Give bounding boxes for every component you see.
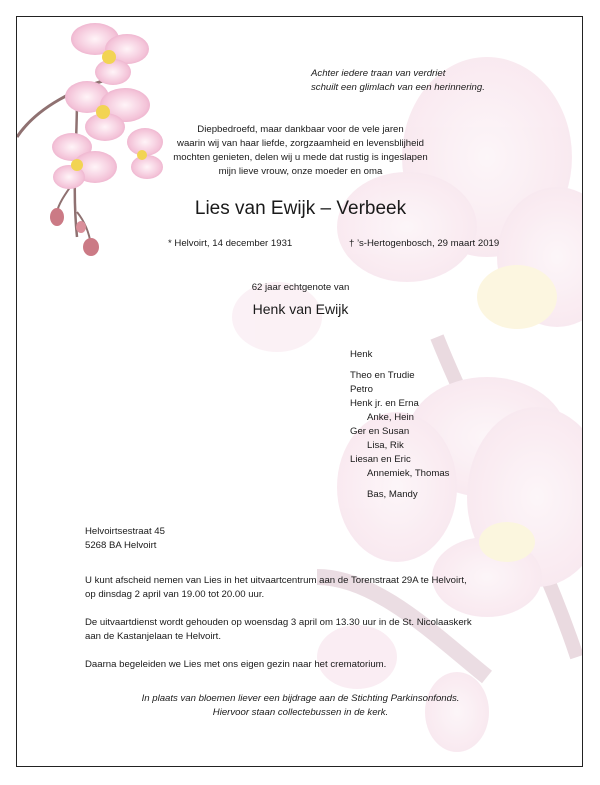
birth-info: * Helvoirt, 14 december 1931 (168, 238, 293, 249)
death-info: † ’s-Hertogenbosch, 29 maart 2019 (349, 238, 500, 249)
closing-line-2: Hiervoor staan collectebussen in de kerk. (212, 707, 389, 718)
deceased-name: Lies van Ewijk – Verbeek (194, 198, 407, 219)
quote-line-2: schuilt een glimlach van een herinnering. (311, 82, 485, 93)
info-line-4: aan de Kastanjelaan te Helvoirt. (85, 631, 221, 642)
family-member: Henk (350, 349, 373, 360)
family-member: Henk jr. en Erna (350, 398, 419, 409)
family-member: Petro (350, 384, 373, 395)
intro-line-1: Diepbedroefd, maar dankbaar voor de vele jaren (197, 124, 404, 135)
info-line-1: U kunt afscheid nemen van Lies in het uitvaartcentrum aan de Torenstraat 29A te Helvoirt, (85, 575, 467, 586)
funeral-notice-card (16, 16, 583, 767)
closing-line-1: In plaats van bloemen liever een bijdrage aan de Stichting Parkinsonfonds. (141, 693, 460, 704)
spouse-name: Henk van Ewijk (252, 301, 349, 317)
intro-line-3: mochten genieten, delen wij u mede dat rustig is ingeslapen (173, 152, 428, 163)
family-member: Theo en Trudie (350, 370, 415, 381)
info-line-3: De uitvaartdienst wordt gehouden op woensdag 3 april om 13.30 uur in de St. Nicolaaskerk (85, 617, 472, 628)
spouse-relation: 62 jaar echtgenote van (251, 282, 350, 293)
info-line-5: Daarna begeleiden we Lies met ons eigen gezin naar het crematorium. (85, 659, 387, 670)
family-member: Bas, Mandy (367, 489, 418, 500)
family-member: Anke, Hein (367, 412, 414, 423)
intro-line-4: mijn lieve vrouw, onze moeder en oma (218, 166, 383, 177)
address-street: Helvoirtsestraat 45 (85, 526, 165, 537)
info-line-2: op dinsdag 2 april van 19.00 tot 20.00 uur. (85, 589, 265, 600)
family-member: Ger en Susan (350, 426, 410, 437)
family-member: Annemiek, Thomas (367, 468, 450, 479)
family-member: Liesan en Eric (350, 454, 411, 465)
address-city: 5268 BA Helvoirt (85, 540, 157, 551)
quote-line-1: Achter iedere traan van verdriet (311, 68, 446, 79)
family-member: Lisa, Rik (367, 440, 404, 451)
intro-line-2: waarin wij van haar liefde, zorgzaamheid en levensblijheid (177, 138, 424, 149)
